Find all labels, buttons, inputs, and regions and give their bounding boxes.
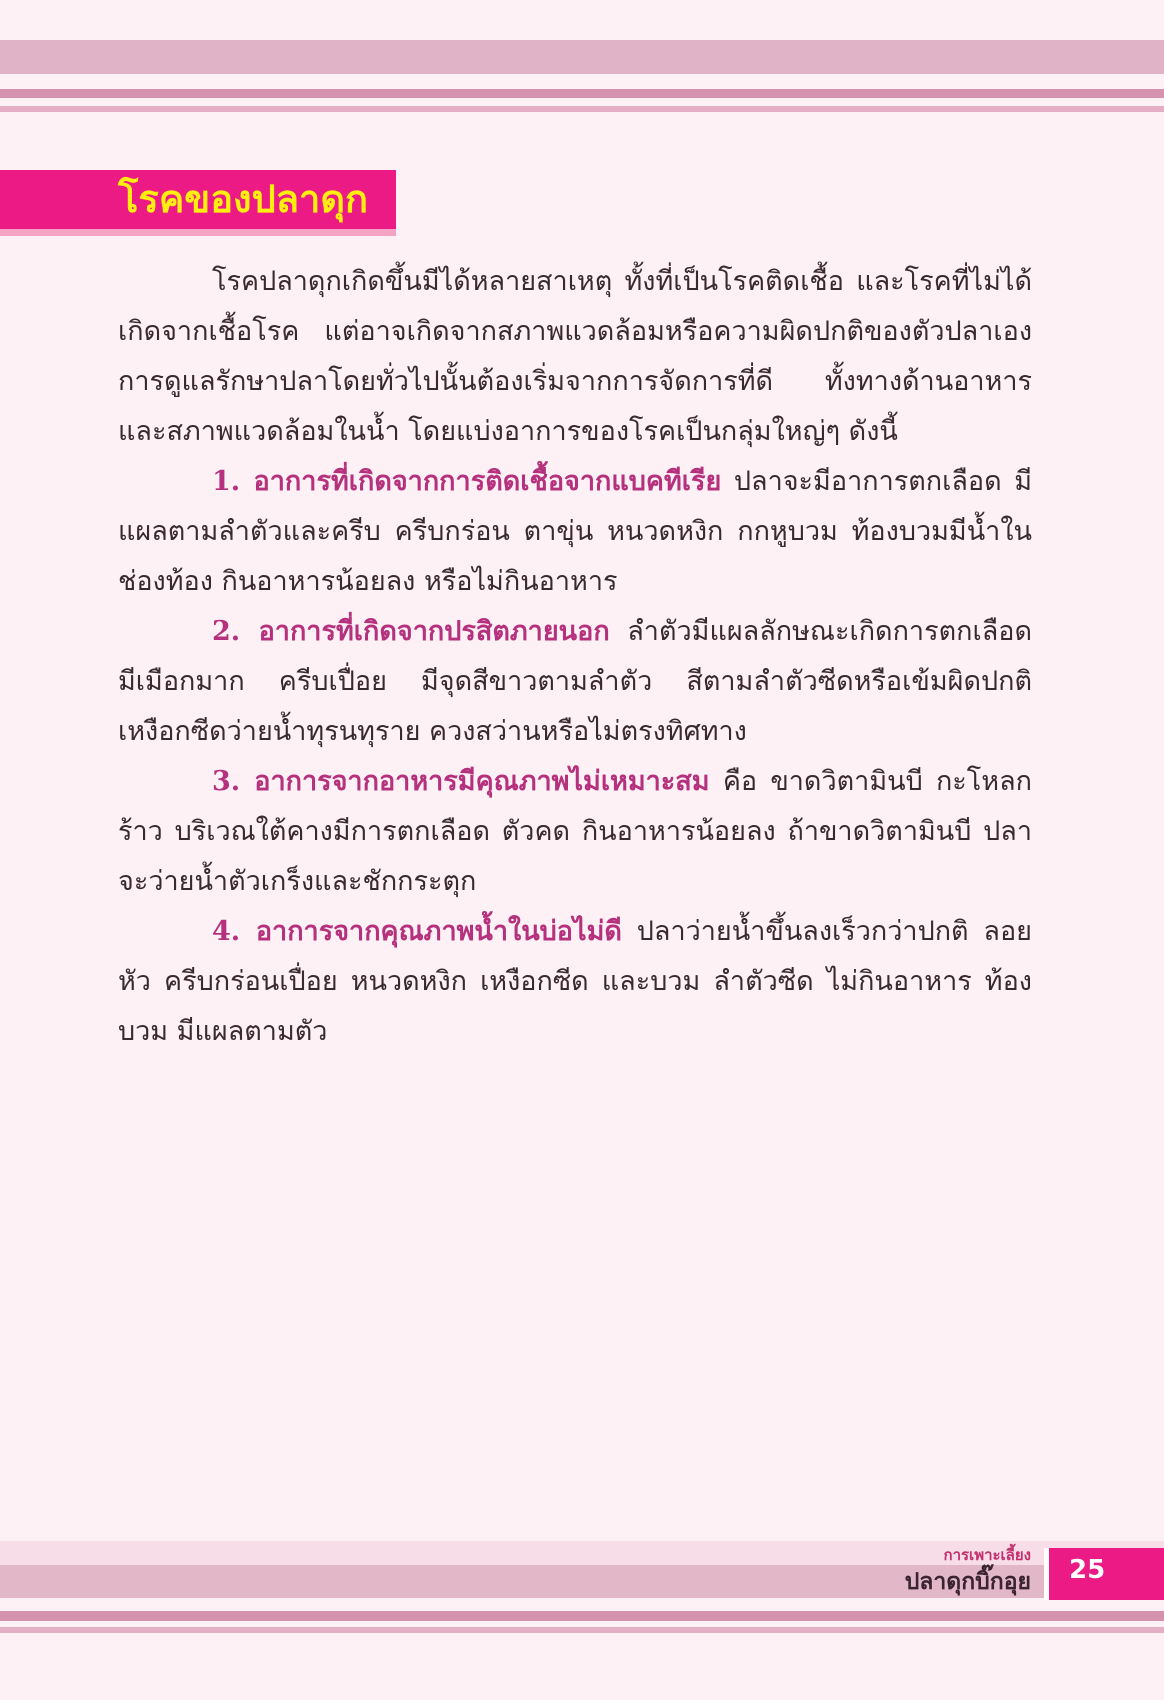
item-heading: 2. อาการที่เกิดจากปรสิตภายนอก — [212, 616, 610, 647]
item-heading: 1. อาการที่เกิดจากการติดเชื้อจากแบคทีเรีย — [212, 466, 722, 497]
section-title-box — [0, 170, 396, 236]
item-text: ปลาว่ายน้ำขึ้นลงเร็วกว่าปกติ ลอยหัว ครีบกร่อนเปื่อย หนวดหงิก เหงือกซีด และบวม ลำตัวซีด ไม่กินอาหาร ท้องบวม มีแผลตามตัว — [118, 916, 1032, 1047]
list-item — [118, 907, 1032, 1057]
page-number: 25 — [1069, 1555, 1106, 1585]
intro-paragraph: โรคปลาดุกเกิดขึ้นมีได้หลายสาเหตุ ทั้งที่เป็นโรคติดเชื้อ และโรคที่ไม่ได้เกิดจากเชื้อโรค แต่อาจเกิดจากสภาพแวดล้อมหรือความผิดปกติของตัวปลาเอง การดูแลรักษาปลาโดยทั่วไปนั้นต้องเริ่มจากการจัดการที่ดี ทั้งทางด้านอาหาร และสภาพแวดล้อมในน้ำ โดยแบ่งอาการของโรคเป็นกลุ่มใหญ่ๆ ดังนี้ — [118, 266, 1032, 447]
article-body — [118, 257, 1032, 1057]
list-item — [118, 457, 1032, 607]
item-heading: 4. อาการจากคุณภาพน้ำในบ่อไม่ดี — [212, 916, 622, 947]
item-text: คือ ขาดวิตามินบี กะโหลกร้าว บริเวณใต้คางมีการตกเลือด ตัวคด กินอาหารน้อยลง ถ้าขาดวิตามินบี ปลาจะว่ายน้ำตัวเกร็งและชักกระตุก — [118, 766, 1032, 897]
list-item — [118, 607, 1032, 757]
section-title: โรคของปลาดุก — [118, 177, 369, 221]
top-stripe — [0, 89, 1164, 98]
footer-book-title: ปลาดุกบิ๊กอุย — [904, 1569, 1031, 1595]
item-text: ลำตัวมีแผลลักษณะเกิดการตกเลือด มีเมือกมาก ครีบเปื่อย มีจุดสีขาวตามลำตัว สีตามลำตัวซีดหรือเข้มผิดปกติ เหงือกซีดว่ายน้ำทุรนทุราย ควงสว่านหรือไม่ตรงทิศทาง — [118, 616, 1032, 747]
page-number-box — [1044, 1548, 1164, 1600]
list-item — [118, 757, 1032, 907]
footer-book-subtitle: การเพาะเลี้ยง — [943, 1546, 1031, 1564]
footer-stripe — [0, 1611, 1164, 1621]
item-text: ปลาจะมีอาการตกเลือด มีแผลตามลำตัวและครีบ ครีบกร่อน ตาขุ่น หนวดหงิก กกหูบวม ท้องบวมมีน้ำในช่องท้อง กินอาหารน้อยลง หรือไม่กินอาหาร — [118, 466, 1032, 597]
item-heading: 3. อาการจากอาหารมีคุณภาพไม่เหมาะสม — [212, 766, 710, 797]
top-decorative-band — [0, 40, 1164, 74]
footer-stripe-thin — [0, 1627, 1164, 1633]
top-stripe-thin — [0, 106, 1164, 112]
